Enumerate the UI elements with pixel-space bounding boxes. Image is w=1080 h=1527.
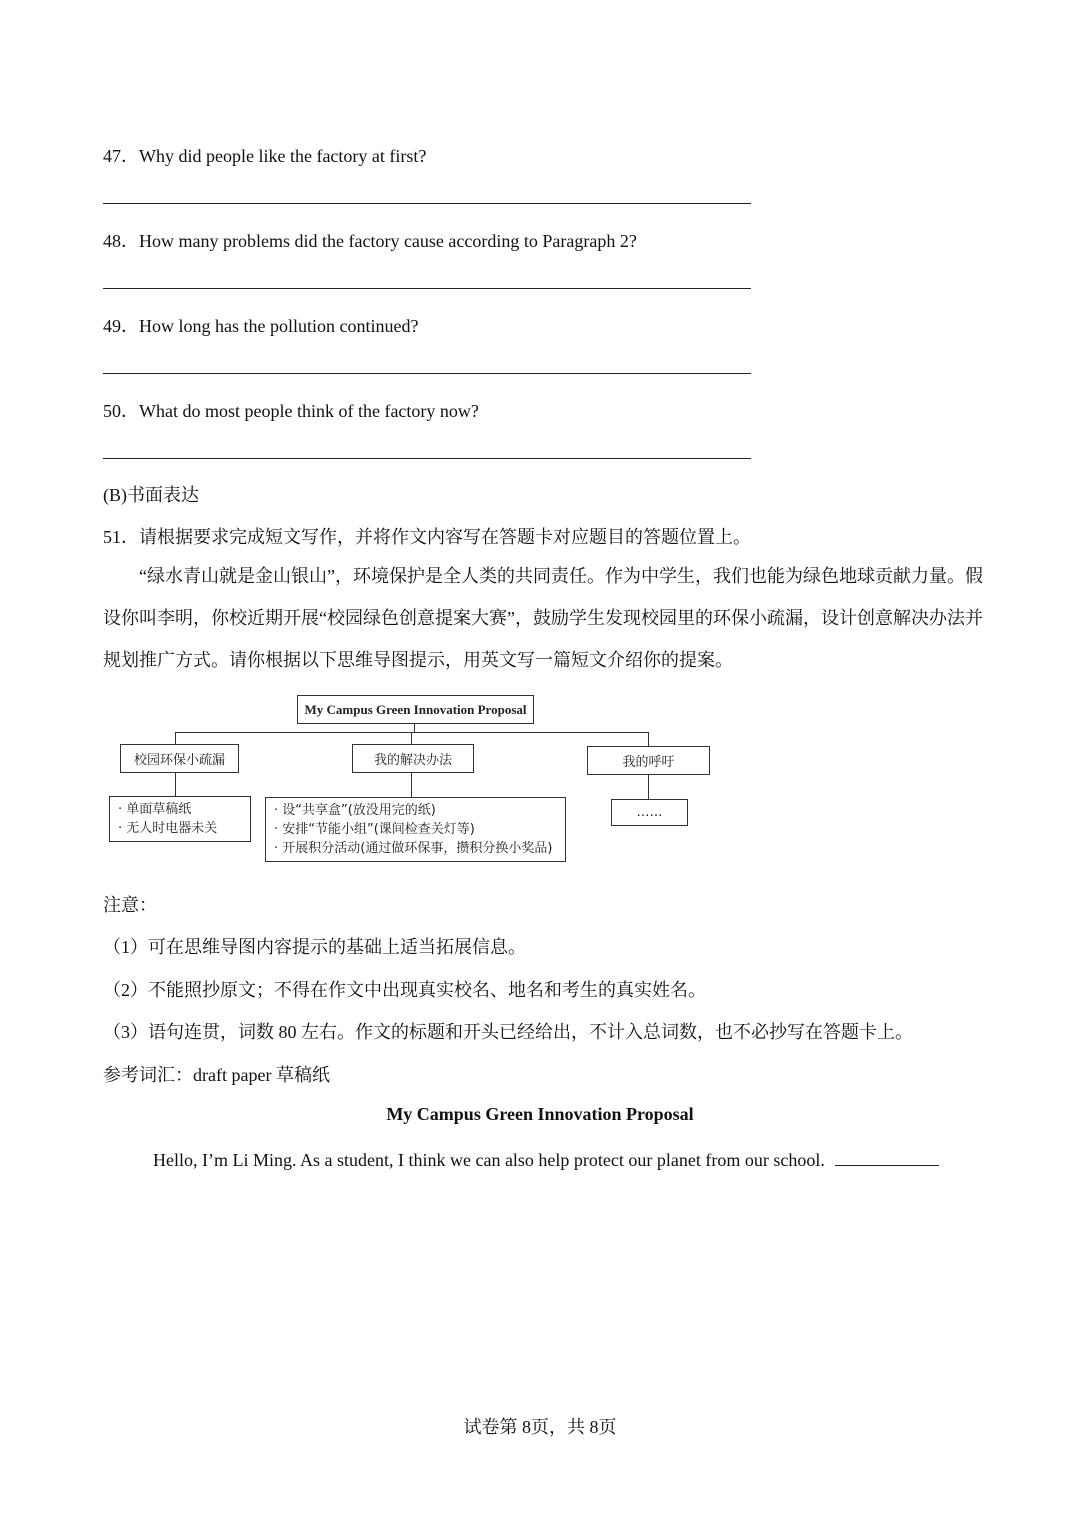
mindmap-item: · 设“共享盒”(放没用完的纸) <box>274 803 436 818</box>
question-51-instruction <box>103 523 751 549</box>
mindmap-list-gaps <box>109 796 251 842</box>
mindmap-item: · 无人时电器未关 <box>118 821 218 836</box>
note-item: （1）可在思维导图内容提示的基础上适当拓展信息。 <box>103 937 526 957</box>
connector <box>648 732 649 746</box>
question-number: 51． <box>103 527 139 547</box>
answer-line-48[interactable] <box>103 288 751 289</box>
essay-opening-text: Hello, I’m Li Ming. As a student, I think we can also help protect our planet from our school. <box>153 1150 825 1170</box>
mindmap-branch-gaps: 校园环保小疏漏 <box>120 744 239 773</box>
question-48 <box>103 227 637 253</box>
mindmap-item: · 开展积分活动(通过做环保事，攒积分换小奖品) <box>274 841 553 856</box>
instruction-text: 请根据要求完成短文写作，并将作文内容写在答题卡对应题目的答题位置上。 <box>139 527 751 547</box>
answer-line-50[interactable] <box>103 458 751 459</box>
notes-heading: 注意： <box>103 895 157 915</box>
connector <box>175 772 176 796</box>
mindmap-item: · 安排“节能小组”(课间检查关灯等) <box>274 822 475 837</box>
question-47 <box>103 142 426 168</box>
note-item: （3）语句连贯，词数 80 左右。作文的标题和开头已经给出，不计入总词数，也不必抄写在答题卡上。 <box>103 1022 913 1042</box>
question-number: 49． <box>103 316 139 336</box>
mindmap-branch-solutions: 我的解决办法 <box>352 744 474 773</box>
question-number: 47． <box>103 146 139 166</box>
answer-line-47[interactable] <box>103 203 751 204</box>
answer-line-49[interactable] <box>103 373 751 374</box>
question-50 <box>103 397 479 423</box>
question-number: 50． <box>103 401 139 421</box>
question-text: Why did people like the factory at first? <box>139 146 427 166</box>
mindmap-item: · 单面草稿纸 <box>118 802 192 817</box>
prompt-paragraph: “绿水青山就是金山银山”，环境保护是全人类的共同责任。作为中学生，我们也能为绿色地球贡献力量。假设你叫李明，你校近期开展“校园绿色创意提案大赛”，鼓励学生发现校园里的环保小疏漏，设计创意解决办法并规划推广方式。请你根据以下思维导图提示，用英文写一篇短文介绍你的提案。 <box>103 566 983 670</box>
connector <box>411 732 412 744</box>
question-text: How many problems did the factory cause according to Paragraph 2? <box>139 231 637 251</box>
essay-blank[interactable] <box>835 1147 939 1166</box>
connector <box>411 772 412 797</box>
mindmap-list-appeal: …… <box>611 799 688 826</box>
essay-opening <box>153 1147 939 1171</box>
mindmap-root: My Campus Green Innovation Proposal <box>297 695 534 724</box>
question-text: What do most people think of the factory now? <box>139 401 479 421</box>
vocab-hint: 参考词汇：draft paper 草稿纸 <box>103 1065 330 1085</box>
mindmap-branch-appeal: 我的呼吁 <box>587 746 710 775</box>
section-heading: (B)书面表达 <box>103 485 199 505</box>
essay-title: My Campus Green Innovation Proposal <box>386 1104 694 1124</box>
question-text: How long has the pollution continued? <box>139 316 419 336</box>
question-number: 48． <box>103 231 139 251</box>
page-footer: 试卷第 8页，共 8页 <box>463 1417 617 1437</box>
mindmap-list-solutions <box>265 797 566 862</box>
connector <box>414 723 415 732</box>
connector <box>648 774 649 799</box>
question-49 <box>103 312 418 338</box>
connector <box>175 732 176 744</box>
note-item: （2）不能照抄原文；不得在作文中出现真实校名、地名和考生的真实姓名。 <box>103 980 706 1000</box>
